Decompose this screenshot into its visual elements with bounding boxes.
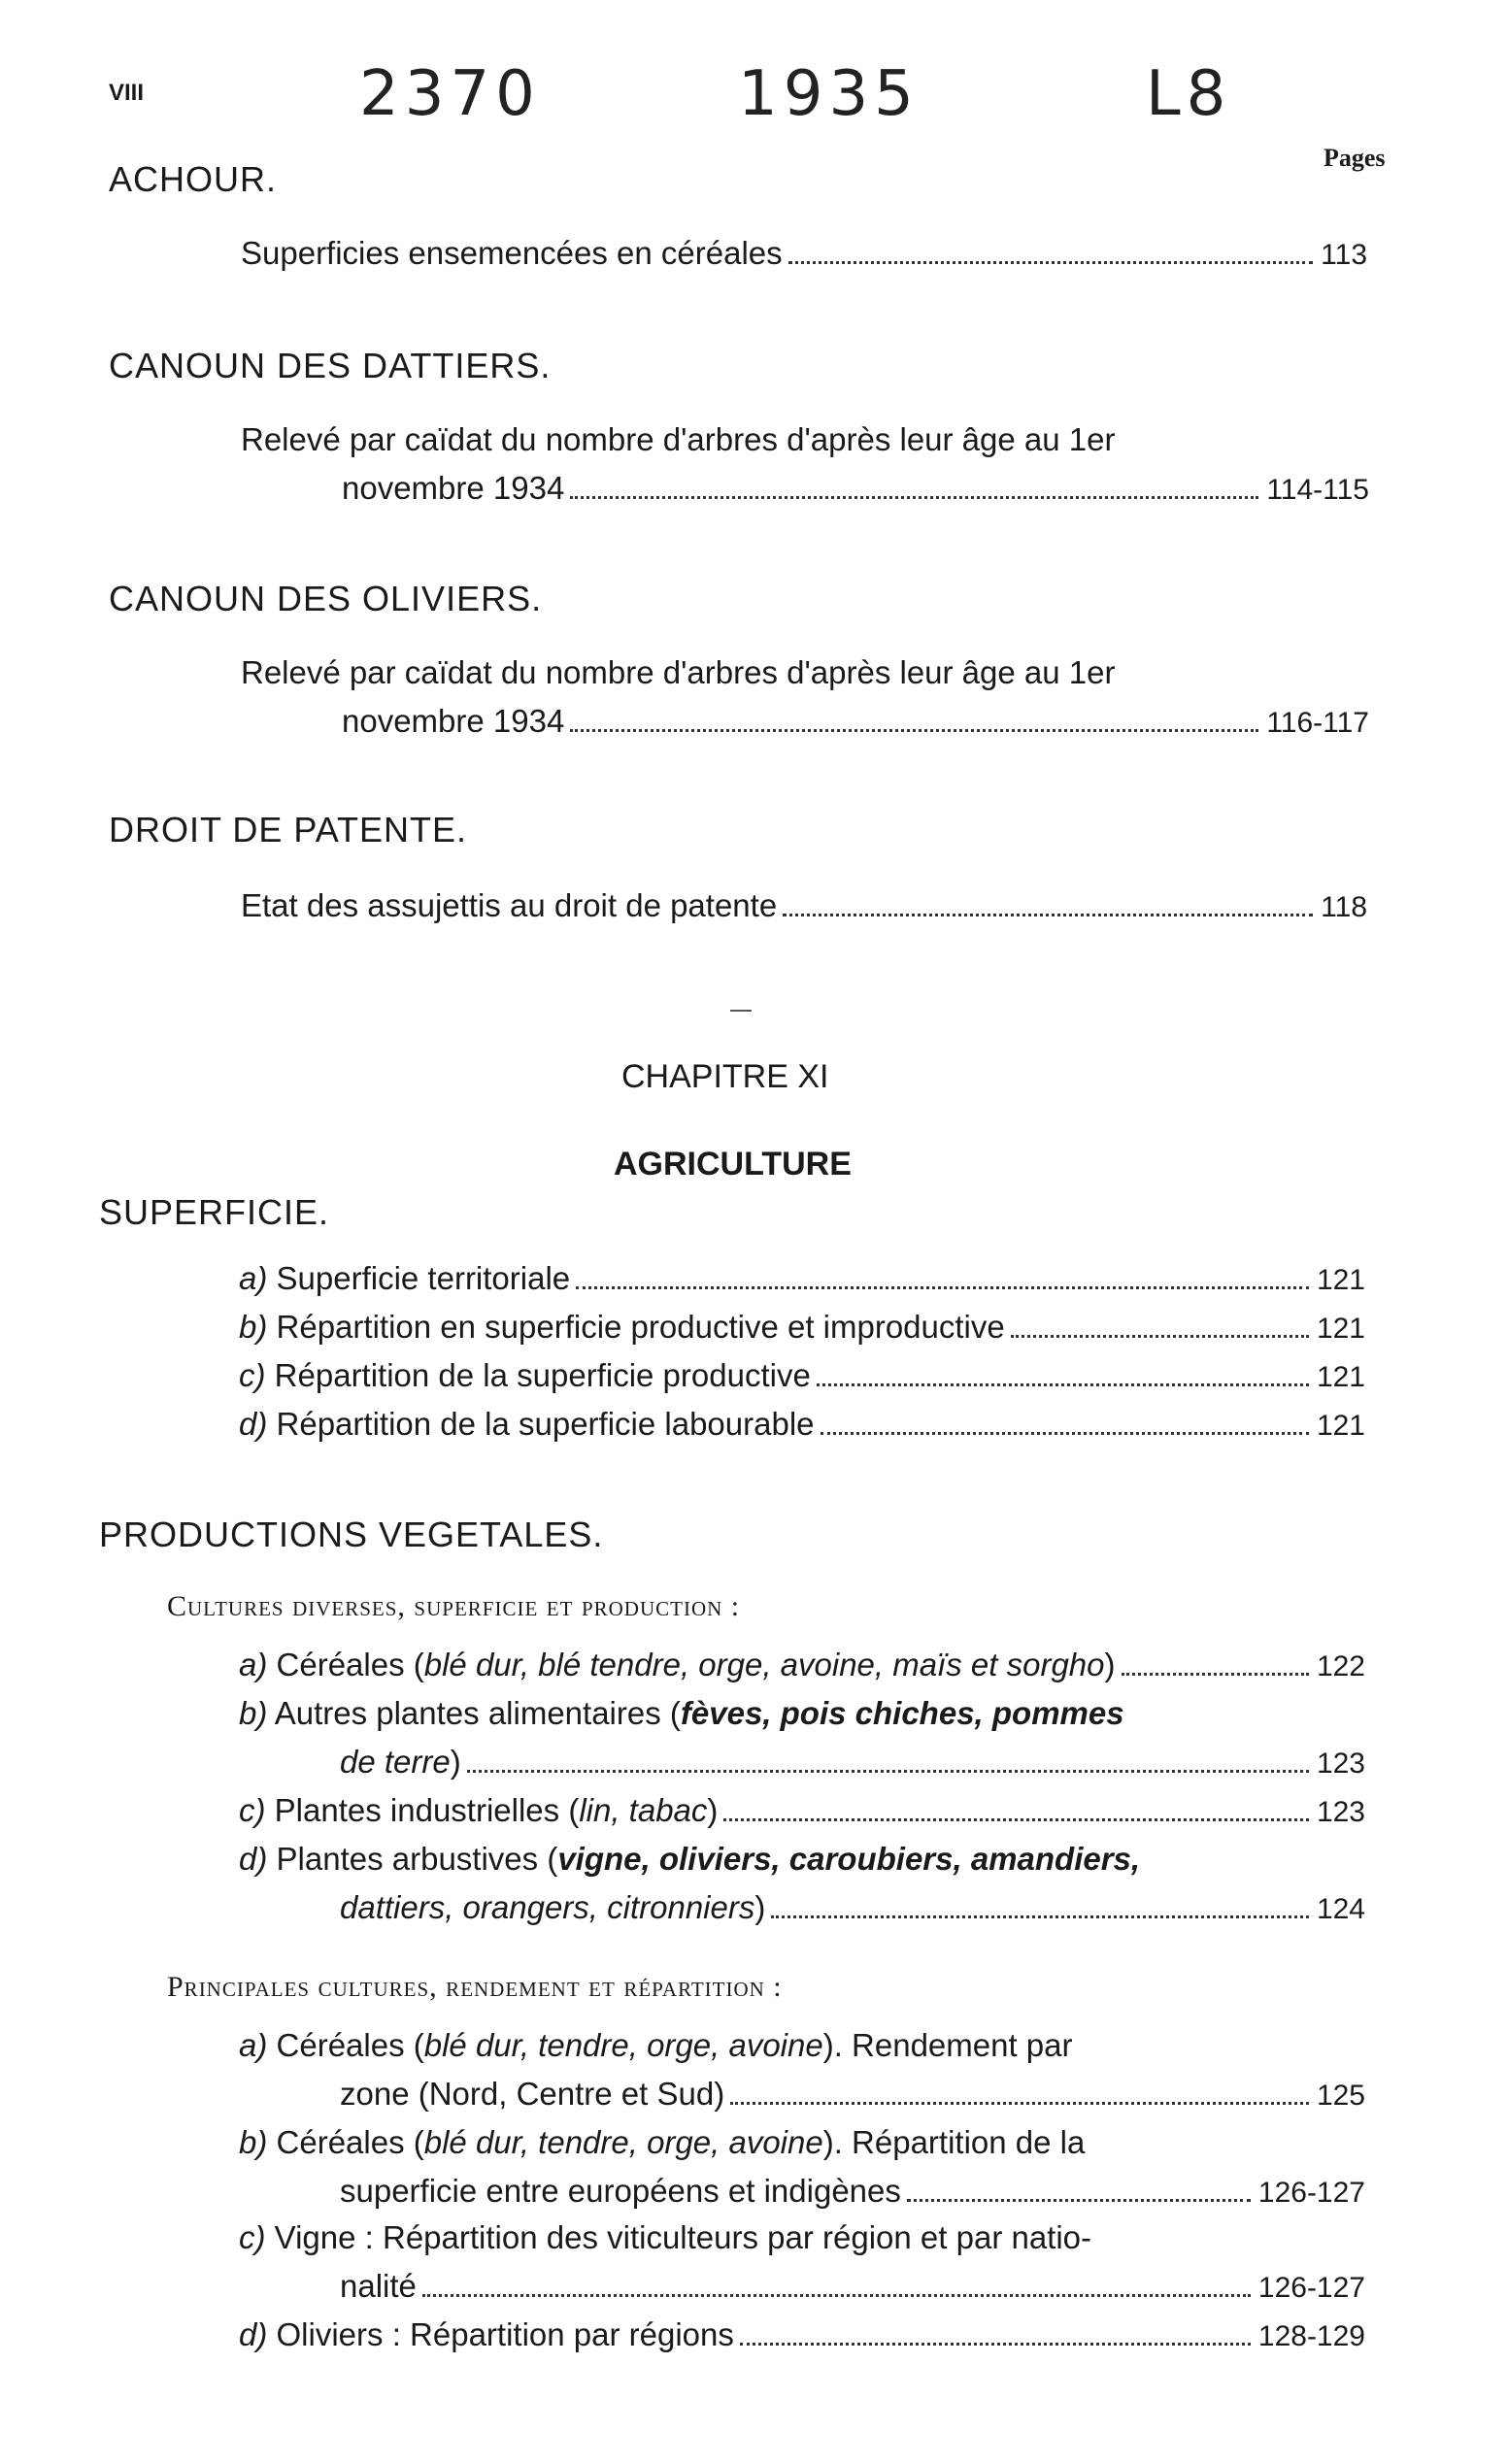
toc-entry-text: b) Autres plantes alimentaires (fèves, pois chiches, pommes <box>239 1695 1124 1731</box>
pages-column-label: Pages <box>1324 144 1386 172</box>
toc-entry-text: Relevé par caïdat du nombre d'arbres d'après leur âge au 1er <box>241 421 1116 457</box>
chapter-number: CHAPITRE XI <box>621 1058 829 1095</box>
toc-entry: Etat des assujettis au droit de patente 118 <box>241 887 1367 923</box>
toc-entry: c) Répartition de la superficie productive 121 <box>239 1357 1365 1393</box>
chapter-title: AGRICULTURE <box>614 1146 852 1182</box>
toc-entry-text: d) Plantes arbustives (vigne, oliviers, caroubiers, amandiers, <box>239 1841 1141 1877</box>
handwritten-year: 1935 <box>738 58 920 130</box>
toc-entry-text: c) Vigne : Répartition des viticulteurs par région et par natio- <box>239 2219 1092 2255</box>
handwritten-number: 2370 <box>359 58 541 130</box>
section-title: CANOUN DES DATTIERS. <box>109 346 552 385</box>
toc-entry: d) Oliviers : Répartition par régions 128-129 <box>239 2316 1365 2352</box>
toc-entry-text: a) Céréales (blé dur, tendre, orge, avoine). Rendement par <box>239 2027 1073 2063</box>
subsection-heading: Principales cultures, rendement et répartition : <box>167 1971 783 2003</box>
section-title: CANOUN DES OLIVIERS. <box>109 579 543 618</box>
toc-entry: novembre 1934 114-115 <box>342 470 1369 506</box>
section-title: PRODUCTIONS VEGETALES. <box>99 1515 604 1554</box>
toc-entry-text: Relevé par caïdat du nombre d'arbres d'après leur âge au 1er <box>241 654 1116 690</box>
toc-entry: c) Plantes industrielles (lin, tabac) 123 <box>239 1792 1365 1828</box>
subsection-heading: Cultures diverses, superficie et production : <box>167 1590 741 1622</box>
handwritten-code: L8 <box>1146 58 1232 130</box>
toc-entry: zone (Nord, Centre et Sud) 125 <box>340 2076 1365 2112</box>
toc-entry: a) Céréales (blé dur, blé tendre, orge, avoine, maïs et sorgho) 122 <box>239 1647 1365 1682</box>
toc-entry: b) Répartition en superficie productive et improductive 121 <box>239 1309 1365 1345</box>
toc-entry: novembre 1934 116-117 <box>342 703 1369 739</box>
toc-entry: de terre) 123 <box>340 1744 1365 1780</box>
page-number: VIII <box>109 80 145 106</box>
toc-entry: nalité 126-127 <box>340 2268 1365 2304</box>
toc-entry: a) Superficie territoriale 121 <box>239 1260 1365 1296</box>
section-title: DROIT DE PATENTE. <box>109 810 468 849</box>
toc-entry-text: b) Céréales (blé dur, tendre, orge, avoine). Répartition de la <box>239 2124 1086 2160</box>
toc-entry: dattiers, orangers, citronniers) 124 <box>340 1889 1365 1925</box>
toc-entry: superficie entre européens et indigènes 126-127 <box>340 2173 1365 2209</box>
separator-rule <box>730 1010 752 1012</box>
section-title: SUPERFICIE. <box>99 1192 330 1232</box>
toc-entry: Superficies ensemencées en céréales 113 <box>241 235 1367 271</box>
section-title: ACHOUR. <box>109 159 278 199</box>
toc-entry: d) Répartition de la superficie labourable 121 <box>239 1406 1365 1442</box>
